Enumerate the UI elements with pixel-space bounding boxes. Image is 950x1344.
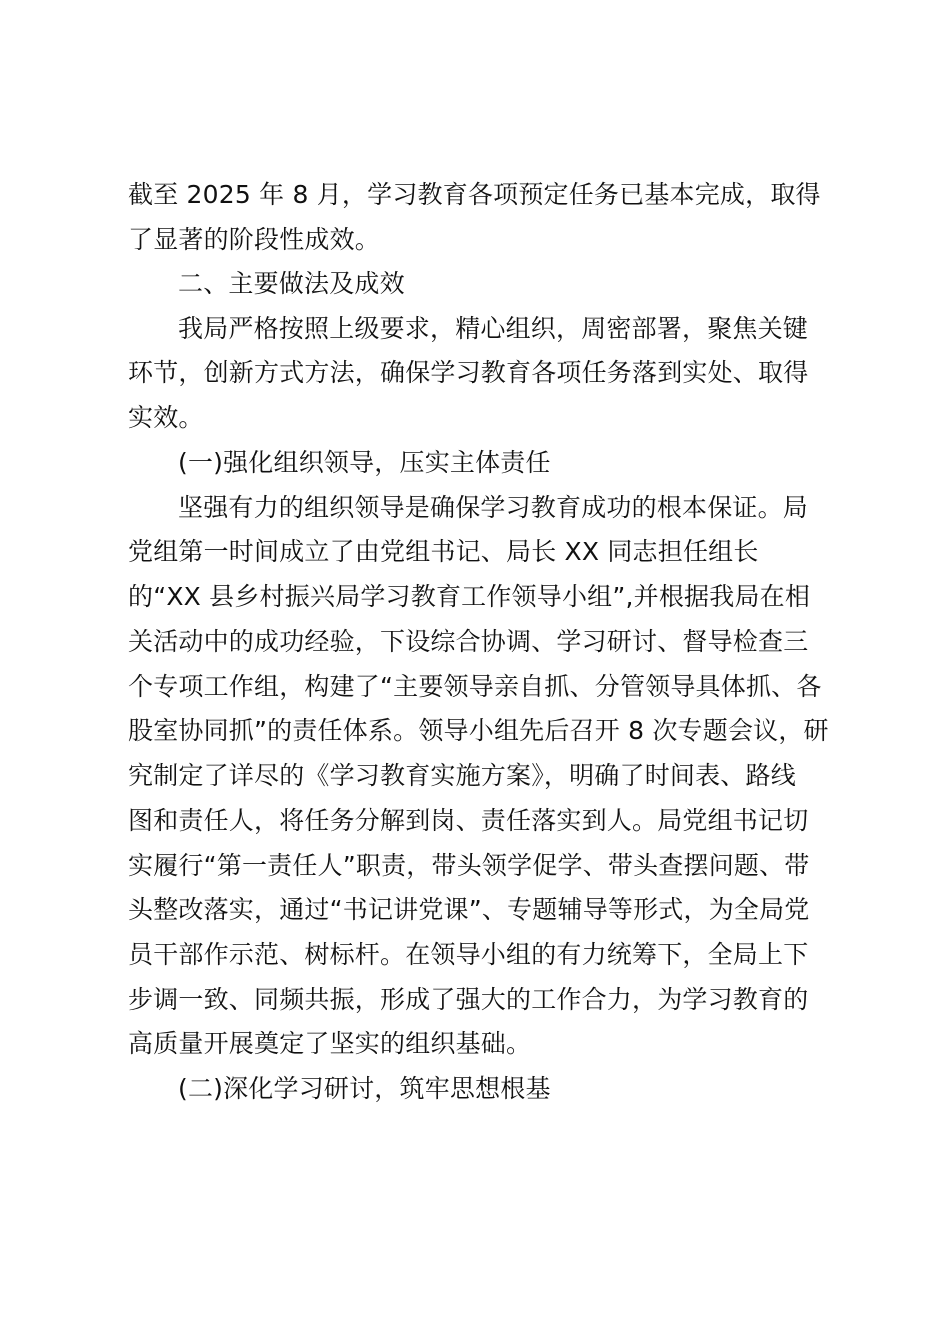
subsection-heading: (一)强化组织领导，压实主体责任 xyxy=(178,448,551,477)
text-line: 股室协同抓”的责任体系。领导小组先后召开 8 次专题会议，研 xyxy=(128,716,829,745)
text-line: 的“XX 县乡村振兴局学习教育工作领导小组”,并根据我局在相 xyxy=(128,582,811,611)
text-line: 步调一致、同频共振，形成了强大的工作合力，为学习教育的 xyxy=(128,985,809,1014)
paragraph-start: 坚强有力的组织领导是确保学习教育成功的根本保证。局 xyxy=(178,493,809,522)
text-line: 实效。 xyxy=(128,403,204,432)
text-line: 员干部作示范、树标杆。在领导小组的有力统筹下，全局上下 xyxy=(128,940,809,969)
text-line: 环节，创新方式方法，确保学习教育各项任务落到实处、取得 xyxy=(128,358,809,387)
text-line: 头整改落实，通过“书记讲党课”、专题辅导等形式，为全局党 xyxy=(128,895,810,924)
text-line: 截至 2025 年 8 月，学习教育各项预定任务已基本完成，取得 xyxy=(128,180,821,209)
text-line: 关活动中的成功经验，下设综合协调、学习研讨、督导检查三 xyxy=(128,627,809,656)
text-line: 了显著的阶段性成效。 xyxy=(128,225,381,254)
text-line: 个专项工作组，构建了“主要领导亲自抓、分管领导具体抓、各 xyxy=(128,672,822,701)
text-line: 究制定了详尽的《学习教育实施方案》，明确了时间表、路线 xyxy=(128,761,796,790)
text-line: 党组第一时间成立了由党组书记、局长 XX 同志担任组长 xyxy=(128,537,759,566)
subsection-heading: (二)深化学习研讨，筑牢思想根基 xyxy=(178,1074,551,1103)
section-heading: 二、主要做法及成效 xyxy=(178,269,405,298)
text-line: 图和责任人，将任务分解到岗、责任落实到人。局党组书记切 xyxy=(128,806,809,835)
paragraph-start: 我局严格按照上级要求，精心组织，周密部署，聚焦关键 xyxy=(178,314,809,343)
text-line: 高质量开展奠定了坚实的组织基础。 xyxy=(128,1029,532,1058)
text-line: 实履行“第一责任人”职责，带头领学促学、带头查摆问题、带 xyxy=(128,851,810,880)
